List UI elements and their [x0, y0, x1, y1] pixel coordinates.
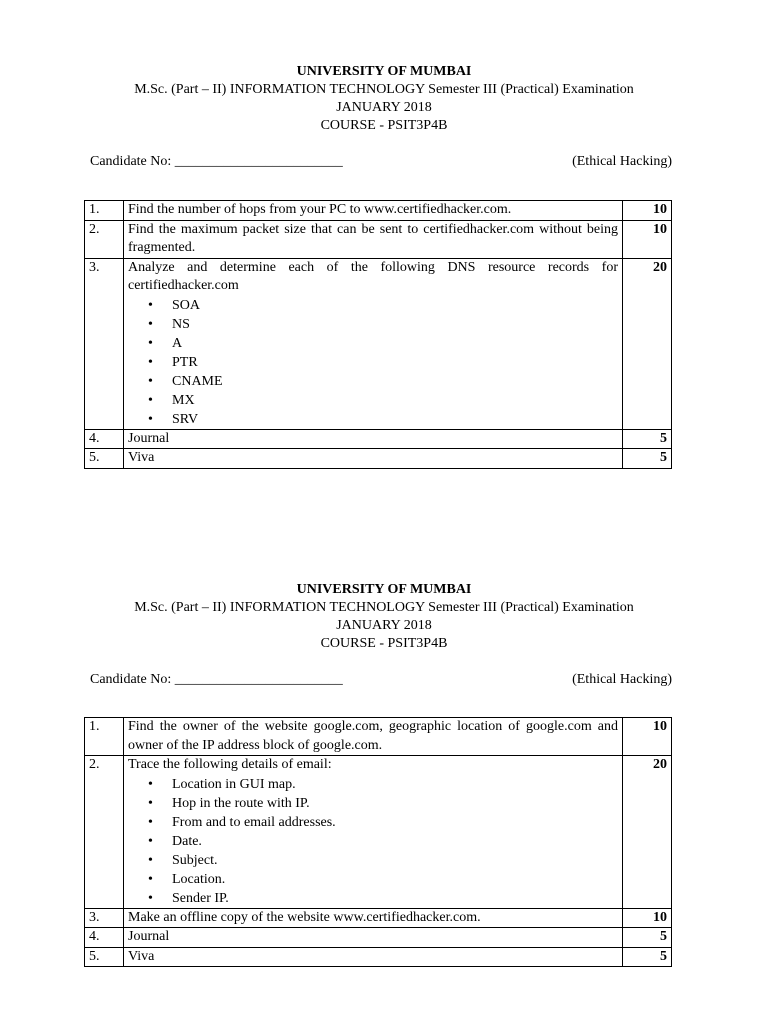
exam-title: M.Sc. (Part – II) INFORMATION TECHNOLOGY Semester III (Practical) Examination: [134, 600, 634, 615]
question-text: Find the maximum packet size that can be sent to certifiedhacker.com without being fragmented.: [124, 220, 623, 258]
question-number: 2.: [85, 220, 124, 258]
list-item: • Location in GUI map.: [172, 775, 618, 794]
subject-label: (Ethical Hacking): [572, 154, 672, 169]
bullet-list: [128, 296, 618, 429]
question-text: Make an offline copy of the website www.certifiedhacker.com.: [124, 908, 623, 928]
question-row: [85, 718, 672, 756]
course-code: COURSE - PSIT3P4B: [320, 636, 448, 651]
question-text: Viva: [124, 947, 623, 967]
question-number: 4.: [85, 928, 124, 948]
question-cell: [124, 756, 623, 909]
question-table: [84, 717, 672, 967]
question-text: Find the number of hops from your PC to www.certifiedhacker.com.: [124, 201, 623, 221]
question-row: [85, 429, 672, 449]
question-marks: 10: [623, 220, 672, 258]
question-marks: 20: [623, 258, 672, 429]
university-name: UNIVERSITY OF MUMBAI: [296, 64, 472, 79]
list-item: • Subject.: [172, 851, 618, 870]
list-item: • MX: [172, 391, 618, 410]
question-row: [85, 449, 672, 469]
paper-header: [0, 63, 768, 135]
question-row: [85, 201, 672, 221]
exam-month: JANUARY 2018: [336, 618, 432, 633]
list-item: • A: [172, 334, 618, 353]
university-name: UNIVERSITY OF MUMBAI: [296, 582, 472, 597]
question-text: Find the owner of the website google.com, geographic location of google.com and owner of the IP address block of google.com.: [124, 718, 623, 756]
question-marks: 5: [623, 429, 672, 449]
course-code: COURSE - PSIT3P4B: [320, 118, 448, 133]
candidate-number-label: Candidate No: ________________________: [90, 154, 343, 169]
paper-header: [0, 581, 768, 653]
question-table: [84, 200, 672, 469]
list-item: • SOA: [172, 296, 618, 315]
question-marks: 10: [623, 908, 672, 928]
exam-paper-1: [0, 63, 768, 465]
question-text: Viva: [124, 449, 623, 469]
list-item: • NS: [172, 315, 618, 334]
question-row: [85, 947, 672, 967]
question-row: [85, 928, 672, 948]
question-marks: 5: [623, 449, 672, 469]
question-text: Analyze and determine each of the following DNS resource records for certifiedhacker.com: [128, 259, 618, 293]
candidate-number-label: Candidate No: ________________________: [90, 672, 343, 687]
list-item: • Sender IP.: [172, 889, 618, 908]
question-number: 5.: [85, 947, 124, 967]
exam-title: M.Sc. (Part – II) INFORMATION TECHNOLOGY Semester III (Practical) Examination: [134, 82, 634, 97]
question-number: 1.: [85, 201, 124, 221]
subject-label: (Ethical Hacking): [572, 672, 672, 687]
bullet-list: [128, 775, 618, 908]
question-number: 4.: [85, 429, 124, 449]
question-row: [85, 220, 672, 258]
list-item: • Date.: [172, 832, 618, 851]
list-item: • SRV: [172, 410, 618, 429]
list-item: • CNAME: [172, 372, 618, 391]
question-marks: 20: [623, 756, 672, 909]
list-item: • Hop in the route with IP.: [172, 794, 618, 813]
question-row: [85, 908, 672, 928]
question-number: 2.: [85, 756, 124, 909]
question-marks: 10: [623, 718, 672, 756]
list-item: • From and to email addresses.: [172, 813, 618, 832]
question-number: 3.: [85, 258, 124, 429]
question-text: Trace the following details of email:: [128, 757, 332, 772]
question-row: [85, 756, 672, 909]
question-number: 3.: [85, 908, 124, 928]
question-text: Journal: [124, 928, 623, 948]
exam-month: JANUARY 2018: [336, 100, 432, 115]
question-number: 5.: [85, 449, 124, 469]
question-marks: 10: [623, 201, 672, 221]
question-marks: 5: [623, 947, 672, 967]
candidate-row: [0, 153, 768, 171]
list-item: • Location.: [172, 870, 618, 889]
exam-paper-2: [0, 581, 768, 964]
candidate-row: [0, 671, 768, 689]
question-cell: [124, 258, 623, 429]
question-number: 1.: [85, 718, 124, 756]
question-text: Journal: [124, 429, 623, 449]
list-item: • PTR: [172, 353, 618, 372]
question-row: [85, 258, 672, 429]
question-marks: 5: [623, 928, 672, 948]
